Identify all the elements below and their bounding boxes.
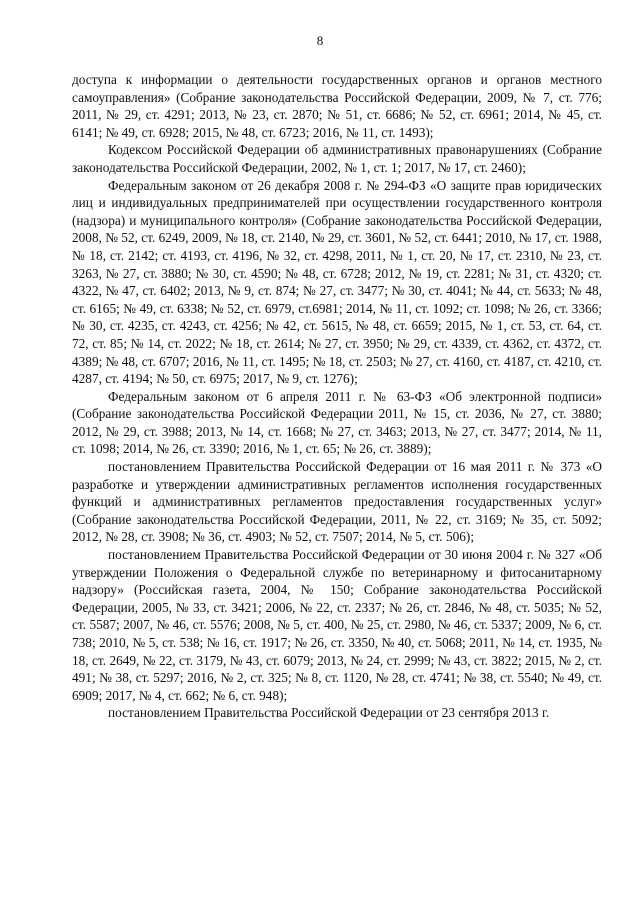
paragraph-resolution-2013: постановлением Правительства Российской Федерации от 23 сентября 2013 г. xyxy=(108,705,550,721)
document-body xyxy=(72,71,602,722)
paragraph-law-63-fz: Федеральным законом от 6 апреля 2011 г. № 63-ФЗ «Об электронной подписи» (Собрание законодательства Российской Федерации 2011, № 15, ст. 2036, № 27, ст. 3880; 2012, № 29, ст. 3988; 2013, № 14, ст. 1668; № 27, ст. 3463; 2013, № 27, ст. 3477; 2014, № 11, ст. 1098; 2014, № 26, ст. 3390; 2016, № 1, ст. 65; № 26, ст. 3889); xyxy=(72,388,602,457)
page-number: 8 xyxy=(316,33,324,48)
paragraph-law-294-fz: Федеральным законом от 26 декабря 2008 г. № 294-ФЗ «О защите прав юридических лиц и индивидуальных предпринимателей при осуществлении государственного контроля (надзора) и муниципального контроля» (Собрание законодательства Российской Федерации, 2008, № 52, ст. 6249, 2009, № 18, ст. 2140, № 29, ст. 3601, № 52, ст. 6441; 2010, № 17, ст. 1988, № 18, ст. 2142; ст. 4193, ст. 4196, № 32, ст. 4298, 2011, № 1, ст. 20, № 17, ст. 2310, № 23, ст. 3263, № 27, ст. 3880; № 30, ст. 4590; № 48, ст. 6728; 2012, № 19, ст. 2281; № 31, ст. 4320; ст. 4322, № 47, ст. 6402; 2013, № 9, ст. 874; № 27, ст. 3477; № 30, ст. 4041; № 44, ст. 5633; № 48, ст. 6165; № 49, ст. 6338; № 52, ст. 6979, ст.6981; 2014, № 11, ст. 1092; ст. 1098; № 26, ст. 3366; № 30, ст. 4235, ст. 4243, ст. 4256; № 42, ст. 5615, № 48, ст. 6659; 2015, № 1, ст. 53, ст. 64, ст. 72, ст. 85; № 14, ст. 2022; № 18, ст. 2614; № 27, ст. 3950; № 29, ст. 4339, ст. 4362, ст. 4372, ст. 4389; № 48, ст. 6707; 2016, № 11, ст. 1495; № 18, ст. 2503; № 27, ст. 4160, ст. 4187, ст. 4210, ст. 4287, ст. 4194; № 50, ст. 6975; 2017, № 9, ст. 1276); xyxy=(72,177,602,387)
paragraph-administrative-code: Кодексом Российской Федерации об административных правонарушениях (Собрание законодательства Российской Федерации, 2002, № 1, ст. 1; 2017, № 17, ст. 2460); xyxy=(72,142,602,175)
paragraph-access-to-information: доступа к информации о деятельности государственных органов и органов местного самоуправления» (Собрание законодательства Российской Федерации, 2009, № 7, ст. 776; 2011, № 29, ст. 4291; 2013, № 23, ст. 2870; № 51, ст. 6686; № 52, ст. 6961; 2014, № 45, ст. 6141; № 49, ст. 6928; 2015, № 48, ст. 6723; 2016, № 11, ст. 1493); xyxy=(72,72,602,140)
paragraph-resolution-373: постановлением Правительства Российской Федерации от 16 мая 2011 г. № 373 «О разработке и утверждении административных регламентов исполнения государственных функций и административных регламентов предоставления государственных услуг» (Собрание законодательства Российской Федерации, 2011, № 22, ст. 3169; № 35, ст. 5092; 2012, № 28, ст. 3908; № 36, ст. 4903; № 52, ст. 7507; 2014, № 5, ст. 506); xyxy=(72,459,602,545)
paragraph-resolution-327: постановлением Правительства Российской Федерации от 30 июня 2004 г. № 327 «Об утверждении Положения о Федеральной службе по ветеринарному и фитосанитарному надзору» (Российская газета, 2004, № 150; Собрание законодательства Российской Федерации, 2005, № 33, ст. 3421; 2006, № 22, ст. 2337; № 26, ст. 2846, № 48, ст. 5035; № 52, ст. 5587; 2007, № 46, ст. 5576; 2008, № 5, ст. 400, № 25, ст. 2980, № 46, ст. 5337; 2009, № 6, ст. 738; 2010, № 5, ст. 538; № 16, ст. 1917; № 26, ст. 3350, № 40, ст. 5068; 2011, № 14, ст. 1935, № 18, ст. 2649, № 22, ст. 3179, № 43, ст. 6079; 2013, № 24, ст. 2999; № 43, ст. 3822; 2015, № 2, ст. 491; № 38, ст. 5297; 2016, № 2, ст. 325; № 8, ст. 1120, № 28, ст. 4741; № 38, ст. 5540; № 49, ст. 6909; 2017, № 4, ст. 662; № 6, ст. 948); xyxy=(72,547,602,703)
